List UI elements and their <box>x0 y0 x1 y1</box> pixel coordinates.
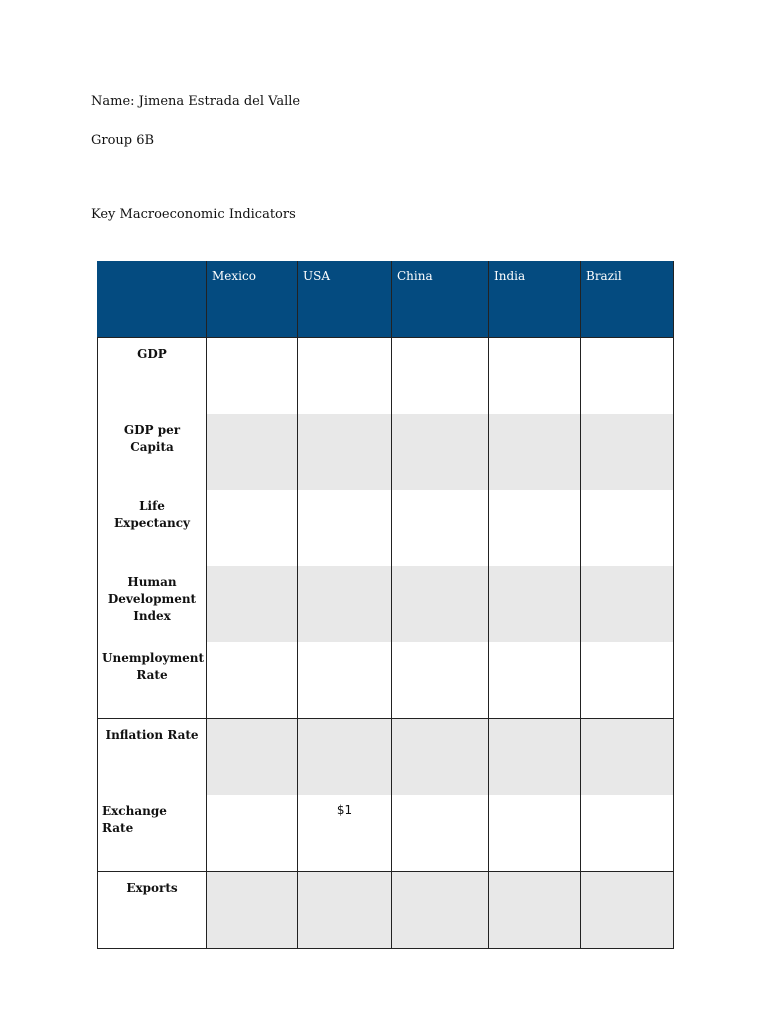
table-row <box>98 872 674 949</box>
table-row <box>98 642 674 719</box>
table-cell[interactable] <box>489 490 581 566</box>
table-cell[interactable] <box>392 490 489 566</box>
row-label: Inflation Rate <box>98 719 207 796</box>
table-cell[interactable] <box>207 642 298 719</box>
table-cell[interactable] <box>392 719 489 796</box>
table-cell[interactable] <box>298 642 392 719</box>
table-cell[interactable] <box>207 490 298 566</box>
table-header-row <box>98 262 674 338</box>
row-label: Life Expectancy <box>98 490 207 566</box>
table-cell[interactable] <box>207 338 298 415</box>
group-label: Group 6B <box>91 133 155 148</box>
table-cell[interactable] <box>489 795 581 872</box>
table-row <box>98 719 674 796</box>
table-row <box>98 795 674 872</box>
table-cell[interactable]: $1 <box>298 795 392 872</box>
row-label: Exchange Rate <box>98 795 207 872</box>
indicators-table <box>97 261 674 949</box>
table-cell[interactable] <box>207 795 298 872</box>
column-header-brazil: Brazil <box>581 262 674 338</box>
table-row <box>98 566 674 642</box>
table-cell[interactable] <box>207 719 298 796</box>
table-cell[interactable] <box>298 719 392 796</box>
row-label: GDP <box>98 338 207 415</box>
table-row <box>98 490 674 566</box>
table-cell[interactable] <box>392 566 489 642</box>
table-cell[interactable] <box>581 490 674 566</box>
table-row <box>98 414 674 490</box>
table-cell[interactable] <box>489 872 581 949</box>
row-label: Exports <box>98 872 207 949</box>
column-header-india: India <box>489 262 581 338</box>
table-cell[interactable] <box>581 719 674 796</box>
table-cell[interactable] <box>581 642 674 719</box>
row-label: Human Development Index <box>98 566 207 642</box>
table-cell[interactable] <box>581 872 674 949</box>
table-cell[interactable] <box>489 719 581 796</box>
table-cell[interactable] <box>207 566 298 642</box>
table-cell[interactable] <box>392 642 489 719</box>
table-cell[interactable] <box>392 414 489 490</box>
table-cell[interactable] <box>298 566 392 642</box>
table-row <box>98 338 674 415</box>
table-cell[interactable] <box>392 338 489 415</box>
document-title: Key Macroeconomic Indicators <box>91 207 296 222</box>
table-cell[interactable] <box>581 795 674 872</box>
table-cell[interactable] <box>489 414 581 490</box>
student-name: Name: Jimena Estrada del Valle <box>91 94 301 109</box>
row-label: GDP per Capita <box>98 414 207 490</box>
column-header-china: China <box>392 262 489 338</box>
table-cell[interactable] <box>392 872 489 949</box>
table-cell[interactable] <box>298 338 392 415</box>
header-corner-cell <box>98 262 207 338</box>
table-cell[interactable] <box>581 414 674 490</box>
table-cell[interactable] <box>581 338 674 415</box>
column-header-mexico: Mexico <box>207 262 298 338</box>
table-cell[interactable] <box>207 872 298 949</box>
column-header-usa: USA <box>298 262 392 338</box>
table-cell[interactable] <box>581 566 674 642</box>
table-cell[interactable] <box>392 795 489 872</box>
table-cell[interactable] <box>298 414 392 490</box>
table-cell[interactable] <box>298 490 392 566</box>
table-cell[interactable] <box>489 642 581 719</box>
table-cell[interactable] <box>489 338 581 415</box>
table-cell[interactable] <box>489 566 581 642</box>
row-label: Unemployment Rate <box>98 642 207 719</box>
table-cell[interactable] <box>298 872 392 949</box>
table-cell[interactable] <box>207 414 298 490</box>
